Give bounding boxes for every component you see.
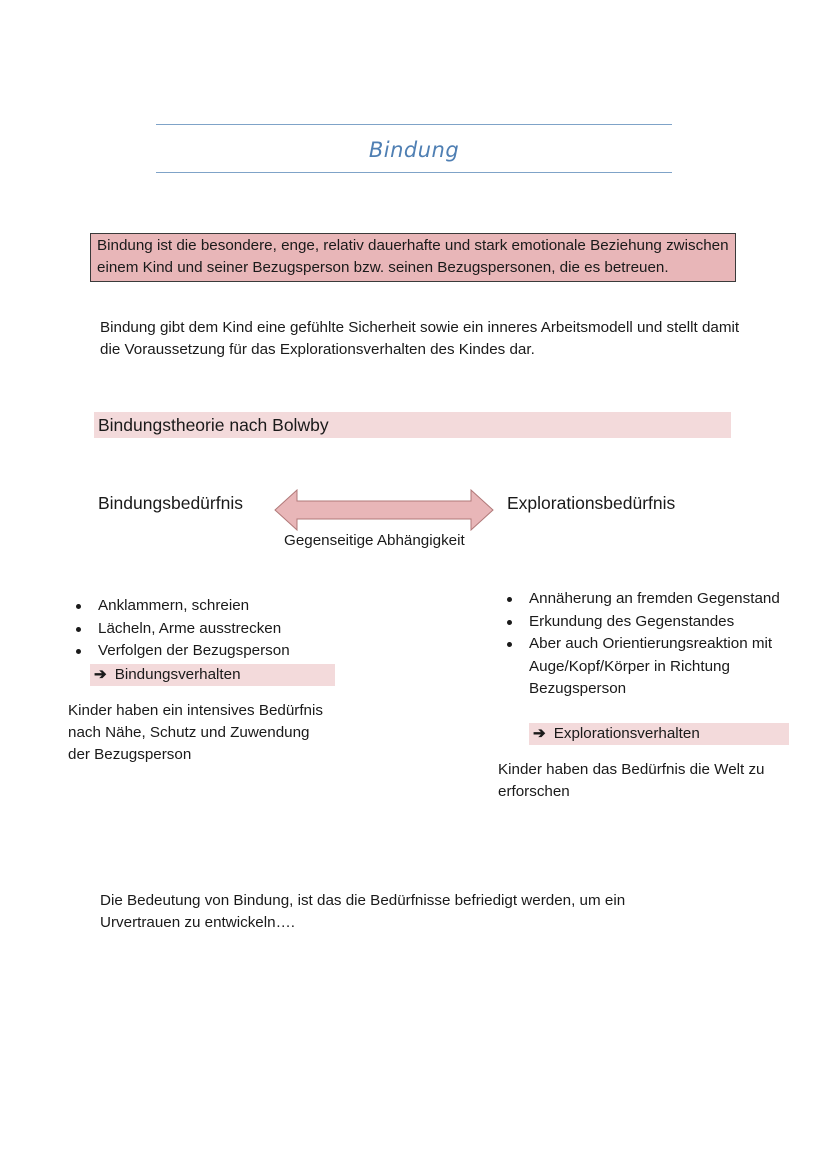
exploration-behaviors-list bbox=[501, 588, 791, 701]
attachment-result bbox=[90, 664, 335, 686]
list-item: Lächeln, Arme ausstrecken bbox=[70, 618, 340, 641]
attachment-result-label: Bindungsverhalten bbox=[114, 666, 241, 683]
conclusion-paragraph: Die Bedeutung von Bindung, ist das die Bedürfnisse befriedigt werden, um ein Urvertrauen zu entwickeln…. bbox=[100, 892, 626, 931]
list-item: Erkundung des Gegenstandes bbox=[501, 611, 791, 634]
attachment-summary: Kinder haben ein intensives Bedürfnis nach Nähe, Schutz und Zuwendung der Bezugsperson bbox=[68, 702, 323, 763]
arrow-right-icon: ➔ bbox=[533, 725, 546, 742]
list-item: Annäherung an fremden Gegenstand bbox=[501, 588, 791, 611]
title-rule-top bbox=[156, 124, 672, 125]
mutual-dependency-caption: Gegenseitige Abhängigkeit bbox=[284, 532, 465, 549]
list-item: Anklammern, schreien bbox=[70, 595, 340, 618]
section-heading: Bindungstheorie nach Bolwby bbox=[94, 412, 731, 438]
attachment-need-label: Bindungsbedürfnis bbox=[98, 493, 243, 513]
exploration-result-label: Explorationsverhalten bbox=[553, 725, 700, 742]
exploration-result bbox=[529, 723, 789, 745]
list-item: Verfolgen der Bezugsperson bbox=[70, 640, 340, 663]
double-arrow-icon bbox=[274, 489, 494, 531]
arrow-right-icon: ➔ bbox=[94, 666, 107, 683]
double-arrow-shape bbox=[275, 490, 493, 530]
list-item: Aber auch Orientierungsreaktion mit Auge/Kopf/Körper in Richtung Bezugsperson bbox=[501, 633, 791, 701]
title-rule-bottom bbox=[156, 172, 672, 173]
exploration-need-label: Explorationsbedürfnis bbox=[507, 493, 676, 513]
definition-box: Bindung ist die besondere, enge, relativ dauerhafte und stark emotionale Beziehung zwischen einem Kind und seiner Bezugsperson bzw. seinen Bezugspersonen, die es betreuen. bbox=[90, 233, 736, 282]
intro-paragraph: Bindung gibt dem Kind eine gefühlte Sicherheit sowie ein inneres Arbeitsmodell und stellt damit die Voraussetzung für das Explorationsverhalten des Kindes dar. bbox=[100, 319, 740, 358]
exploration-summary: Kinder haben das Bedürfnis die Welt zu erforschen bbox=[498, 761, 765, 800]
page-title: Bindung bbox=[368, 138, 460, 162]
attachment-behaviors-list bbox=[70, 595, 340, 663]
